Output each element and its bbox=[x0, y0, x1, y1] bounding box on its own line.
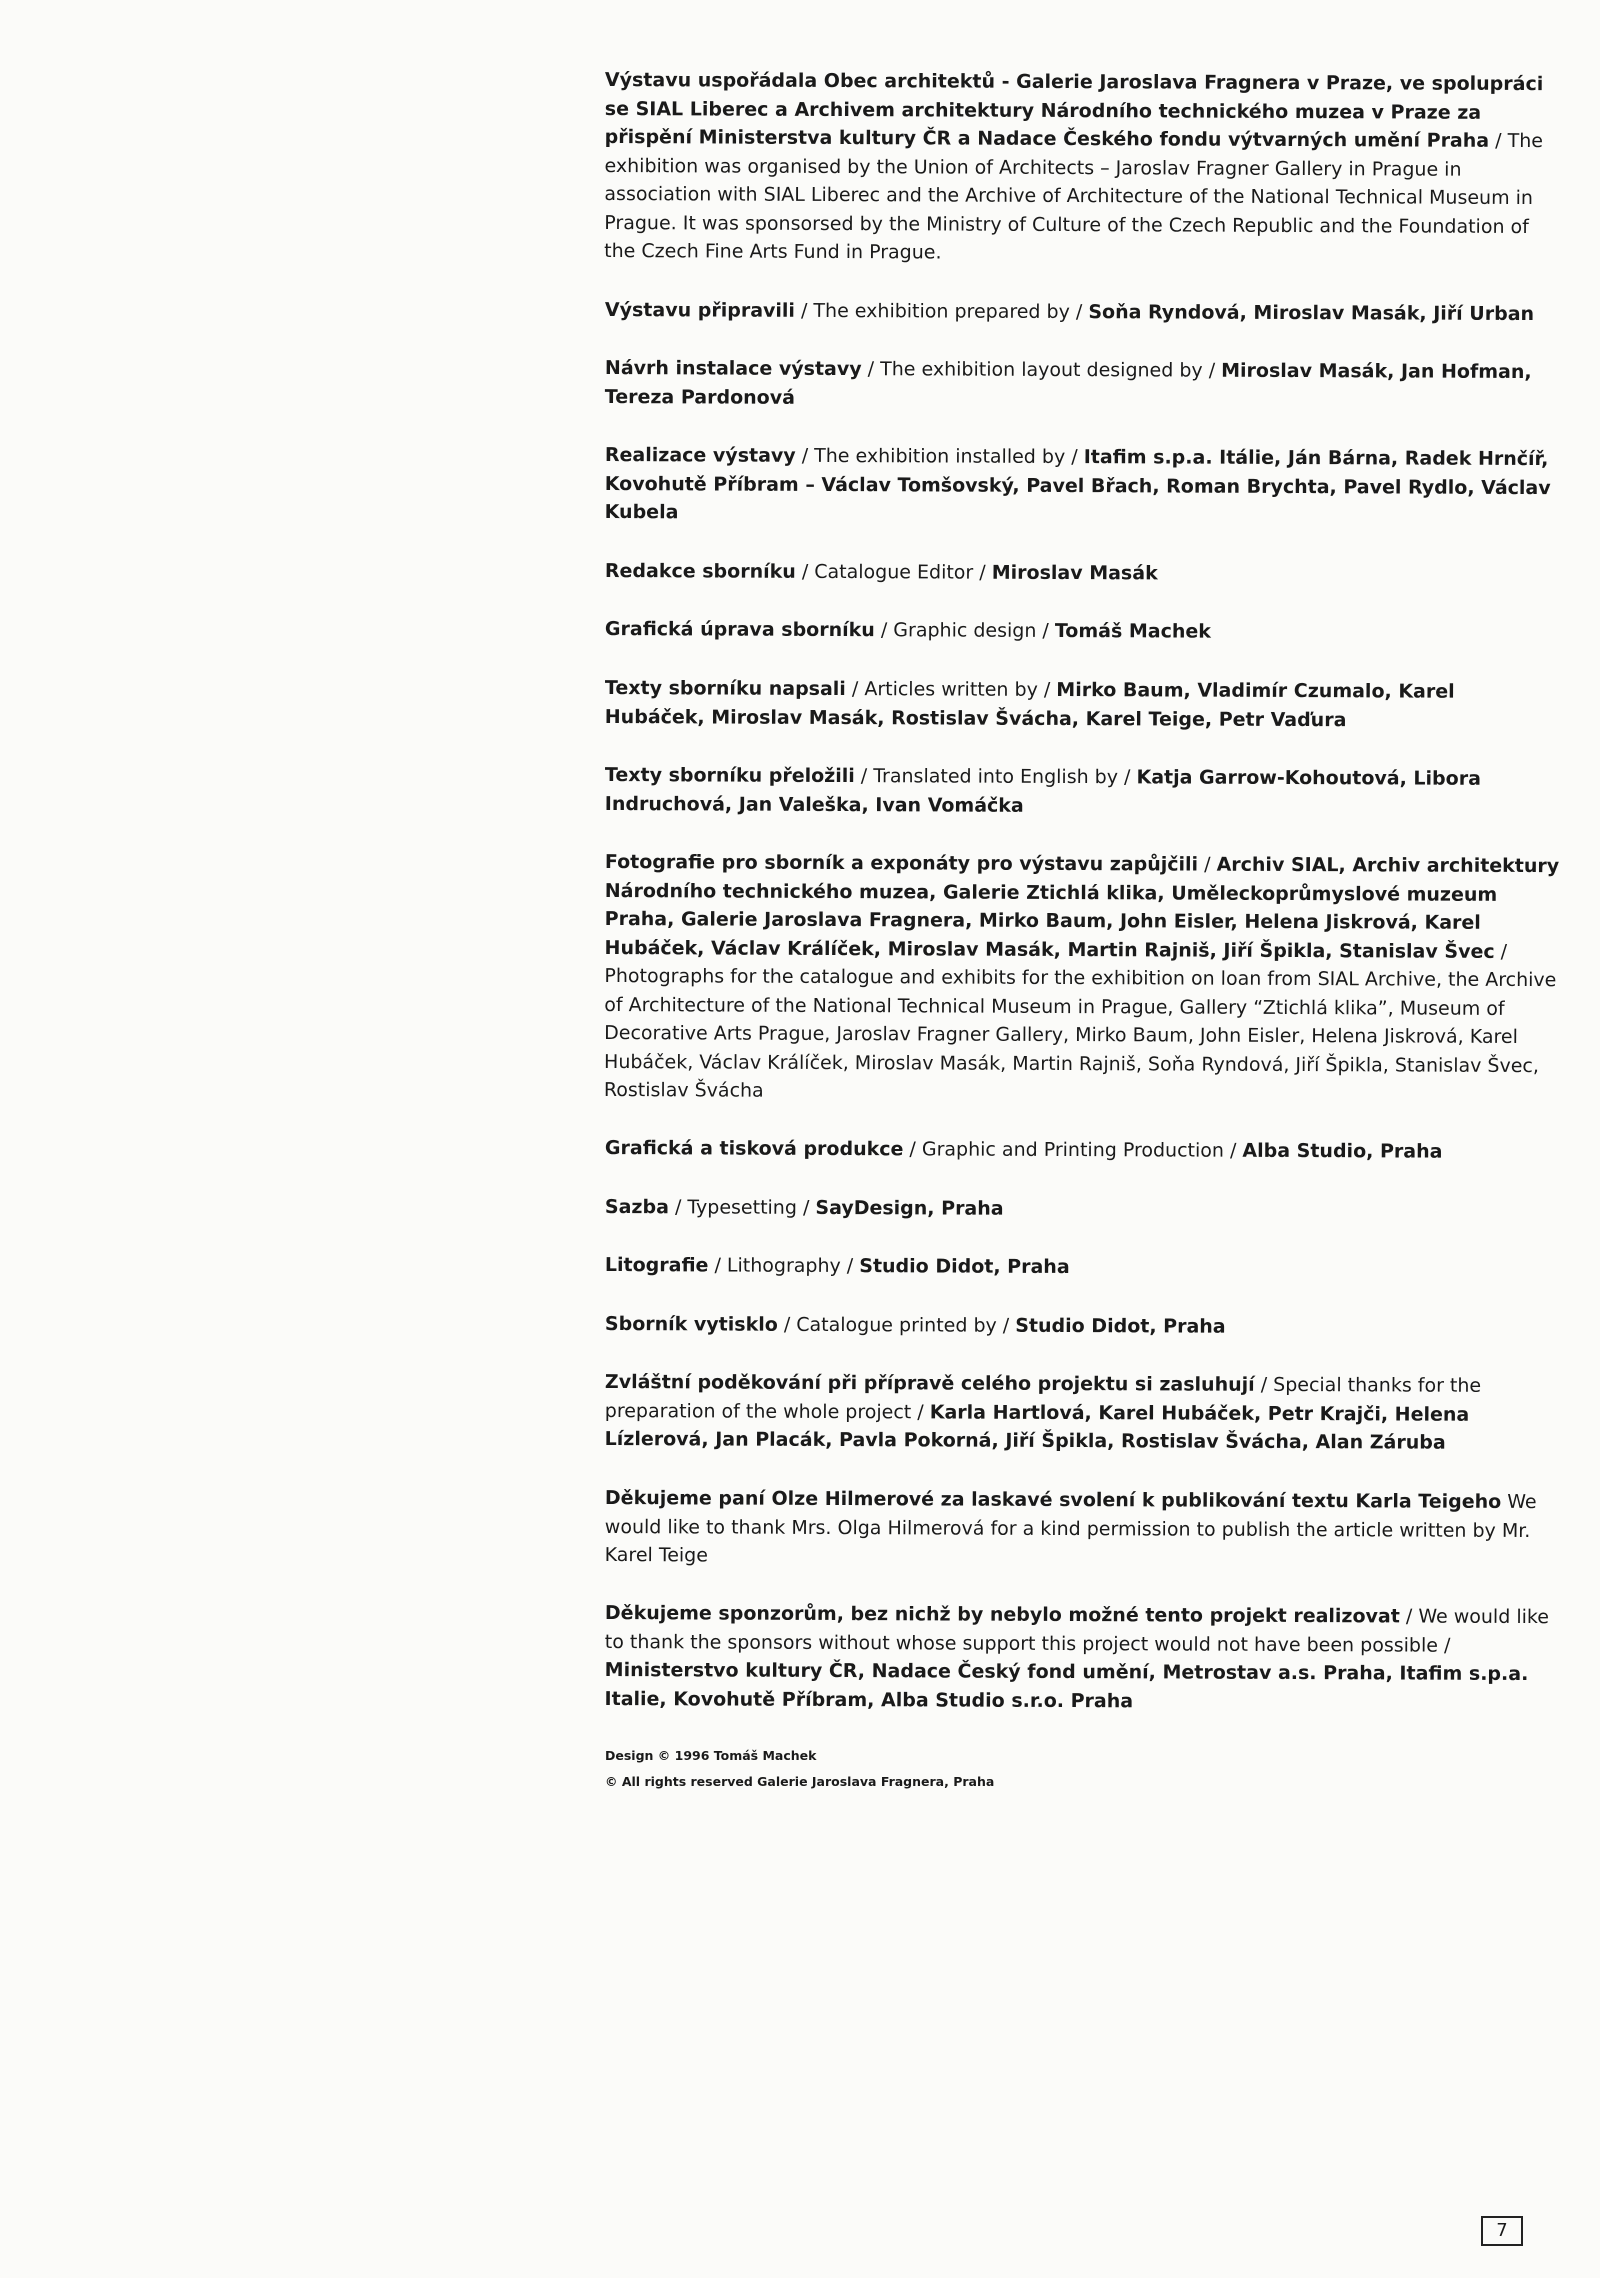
english-text: We would like to thank Mrs. Olga Hilmerová for a kind permission to publish the article written by Mr. Karel Teige bbox=[604, 1490, 1537, 1566]
czech-text: Tomáš Machek bbox=[1054, 619, 1211, 643]
czech-text: Katja Garrow-Kohoutová, Libora Indruchová, Jan Valeška, Ivan Vomáčka bbox=[604, 765, 1481, 816]
separator: / bbox=[1069, 300, 1089, 323]
czech-text: Grafická a tisková produkce bbox=[604, 1137, 904, 1161]
credit-block bbox=[605, 1251, 1560, 1284]
credit-block bbox=[605, 761, 1560, 822]
english-text: Articles written by bbox=[864, 677, 1038, 701]
english-text: Typesetting bbox=[687, 1195, 797, 1219]
english-text: The exhibition installed by bbox=[814, 444, 1066, 469]
czech-text: Fotografie pro sborník a exponáty pro výstavu zapůjčili bbox=[604, 850, 1199, 876]
czech-text: Archiv SIAL, Archiv architektury Národního technického muzea, Galerie Ztichlá klika, Uměleckoprůmyslové muzeum Praha, Galerie Jaroslava Fragnera, Mirko Baum, John Eisler, Helena Jiskrová, Karel Hubáček, Václav Králíček, Miroslav Masák, Martin Rajniš, Jiří Špikla, Stanislav Švec bbox=[604, 853, 1560, 962]
separator: / bbox=[795, 444, 815, 467]
english-text: Catalogue Editor bbox=[814, 560, 974, 584]
czech-text: Mirko Baum, Vladimír Czumalo, Karel Hubáček, Miroslav Masák, Rostislav Švácha, Karel Teige, Petr Vaďura bbox=[604, 678, 1455, 731]
english-text: We would like to thank the sponsors without whose support this project would not have been possible bbox=[604, 1605, 1549, 1657]
separator: / bbox=[796, 1196, 816, 1219]
czech-text: Miroslav Masák bbox=[991, 561, 1158, 584]
page-number: 7 bbox=[1481, 2216, 1523, 2246]
english-text: The exhibition was organised by the Union of Architects – Jaroslav Fragner Gallery in Prague in association with SIAL Liberec and the Archive of Architecture of the National Technical Museum in Prague. It was sponsorsed by the Ministry of Culture of the Czech Republic and the Foundation of the Czech Fine Arts Fund in Prague. bbox=[604, 129, 1544, 264]
czech-text: Děkujeme paní Olze Hilmerové za laskavé svolení k publikování textu Karla Teigeho bbox=[604, 1486, 1502, 1513]
english-text: Translated into English by bbox=[873, 764, 1119, 788]
english-text: Graphic and Printing Production bbox=[921, 1138, 1224, 1162]
separator: / bbox=[1202, 359, 1222, 382]
separator: / bbox=[996, 1314, 1016, 1337]
separator: / bbox=[874, 619, 894, 642]
czech-text: Ministerstvo kultury ČR, Nadace Český fond umění, Metrostav a.s. Praha, Itafim s.p.a. Italie, Kovohutě Příbram, Alba Studio s.r.o. Praha bbox=[604, 1658, 1529, 1712]
czech-text: Zvláštní poděkování při přípravě celého projektu si zasluhují bbox=[604, 1371, 1255, 1396]
credit-block bbox=[605, 1368, 1560, 1458]
separator: / bbox=[1399, 1605, 1419, 1628]
separator: / bbox=[973, 561, 992, 584]
czech-text: Sazba bbox=[604, 1195, 669, 1218]
separator: / bbox=[845, 677, 865, 700]
english-text: Photographs for the catalogue and exhibits for the exhibition on loan from SIAL Archive, the Archive of Architecture of the National Technical Museum in Prague, Gallery “Ztichlá klika”, Museum of Decorative Arts Prague, Jaroslav Fragner Gallery, Mirko Baum, John Eisler, Helena Jiskrová, Karel Hubáček, Václav Králíček, Miroslav Masák, Martin Rajniš, Soňa Ryndová, Jiří Špikla, Stanislav Švec, Rostislav Švácha bbox=[603, 964, 1557, 1102]
separator: / bbox=[1494, 939, 1508, 962]
separator: / bbox=[1065, 446, 1084, 469]
czech-text: Grafická úprava sborníku bbox=[604, 618, 875, 642]
separator: / bbox=[861, 358, 881, 381]
credit-block bbox=[605, 1193, 1560, 1226]
separator: / bbox=[794, 299, 814, 322]
czech-text: SayDesign, Praha bbox=[815, 1196, 1004, 1220]
czech-text: Alba Studio, Praha bbox=[1242, 1139, 1443, 1163]
czech-text: Redakce sborníku bbox=[604, 559, 796, 583]
separator: / bbox=[903, 1138, 922, 1161]
separator: / bbox=[668, 1195, 688, 1218]
separator: / bbox=[1117, 765, 1137, 788]
credit-block bbox=[605, 1310, 1560, 1343]
separator: / bbox=[1223, 1139, 1243, 1162]
english-text: The exhibition prepared by bbox=[813, 299, 1070, 323]
design-credit: Design © 1996 Tomáš Machek bbox=[605, 1748, 817, 1763]
credit-block bbox=[604, 848, 1560, 1109]
czech-text: Studio Didot, Praha bbox=[1015, 1314, 1226, 1338]
english-text: Catalogue printed by bbox=[796, 1313, 997, 1337]
czech-text: Litografie bbox=[604, 1254, 709, 1277]
separator: / bbox=[1254, 1373, 1274, 1396]
separator: / bbox=[1037, 678, 1057, 701]
english-text: Special thanks for the preparation of the whole project bbox=[604, 1373, 1482, 1423]
czech-text: Sborník vytisklo bbox=[604, 1312, 778, 1336]
copyright-notes bbox=[605, 1743, 1560, 1795]
credit-block bbox=[605, 441, 1560, 531]
credit-block bbox=[604, 66, 1560, 270]
credit-block bbox=[605, 615, 1560, 648]
czech-text: Výstavu připravili bbox=[604, 298, 796, 322]
credit-block bbox=[605, 557, 1560, 590]
separator: / bbox=[795, 560, 815, 583]
english-text: Lithography bbox=[726, 1254, 841, 1278]
rights-notice: © All rights reserved Galerie Jaroslava Fragnera, Praha bbox=[605, 1774, 995, 1789]
czech-text: Realizace výstavy bbox=[604, 443, 796, 467]
czech-text: Texty sborníku napsali bbox=[604, 676, 846, 700]
separator: / bbox=[840, 1255, 860, 1278]
separator: / bbox=[708, 1254, 728, 1277]
separator: / bbox=[777, 1313, 797, 1336]
separator: / bbox=[1489, 129, 1508, 152]
separator: / bbox=[911, 1400, 930, 1423]
colophon bbox=[605, 66, 1560, 1795]
czech-text: Miroslav Masák, Jan Hofman, Tereza Pardonová bbox=[604, 359, 1532, 409]
separator: / bbox=[1437, 1634, 1451, 1657]
credit-block bbox=[605, 674, 1560, 735]
english-text: The exhibition layout designed by bbox=[880, 358, 1203, 382]
czech-text: Návrh instalace výstavy bbox=[604, 356, 862, 381]
credit-block bbox=[605, 1484, 1560, 1574]
separator: / bbox=[1198, 853, 1217, 876]
credit-block bbox=[605, 296, 1560, 329]
czech-text: Itafim s.p.a. Itálie, Ján Bárna, Radek Hrnčíř, Kovohutě Příbram – Václav Tomšovský, Pavel Břach, Roman Brychta, Pavel Rydlo, Václav Kubela bbox=[604, 446, 1551, 524]
czech-text: Soňa Ryndová, Miroslav Masák, Jiří Urban bbox=[1088, 300, 1535, 325]
czech-text: Výstavu uspořádala Obec architektů - Galerie Jaroslava Fragnera v Praze, ve spolupráci se SIAL Liberec a Archivem architektury Národního technického muzea v Praze za přispění Ministerstva kultury ČR a Nadace Českého fondu výtvarných umění Praha bbox=[604, 68, 1544, 152]
separator: / bbox=[854, 764, 874, 787]
czech-text: Děkujeme sponzorům, bez nichž by nebylo možné tento projekt realizovat bbox=[604, 1602, 1400, 1628]
czech-text: Studio Didot, Praha bbox=[859, 1255, 1070, 1279]
czech-text: Karla Hartlová, Karel Hubáček, Petr Krajči, Helena Lízlerová, Jan Placák, Pavla Pokorná, Jiří Špikla, Rostislav Švácha, Alan Záruba bbox=[604, 1400, 1470, 1454]
credit-block bbox=[605, 1599, 1560, 1717]
czech-text: Texty sborníku přeložili bbox=[604, 763, 855, 787]
separator: / bbox=[1036, 619, 1055, 642]
english-text: Graphic design bbox=[893, 619, 1037, 642]
credit-block bbox=[605, 354, 1560, 415]
credits-list bbox=[605, 66, 1560, 1713]
credit-block bbox=[605, 1134, 1560, 1167]
